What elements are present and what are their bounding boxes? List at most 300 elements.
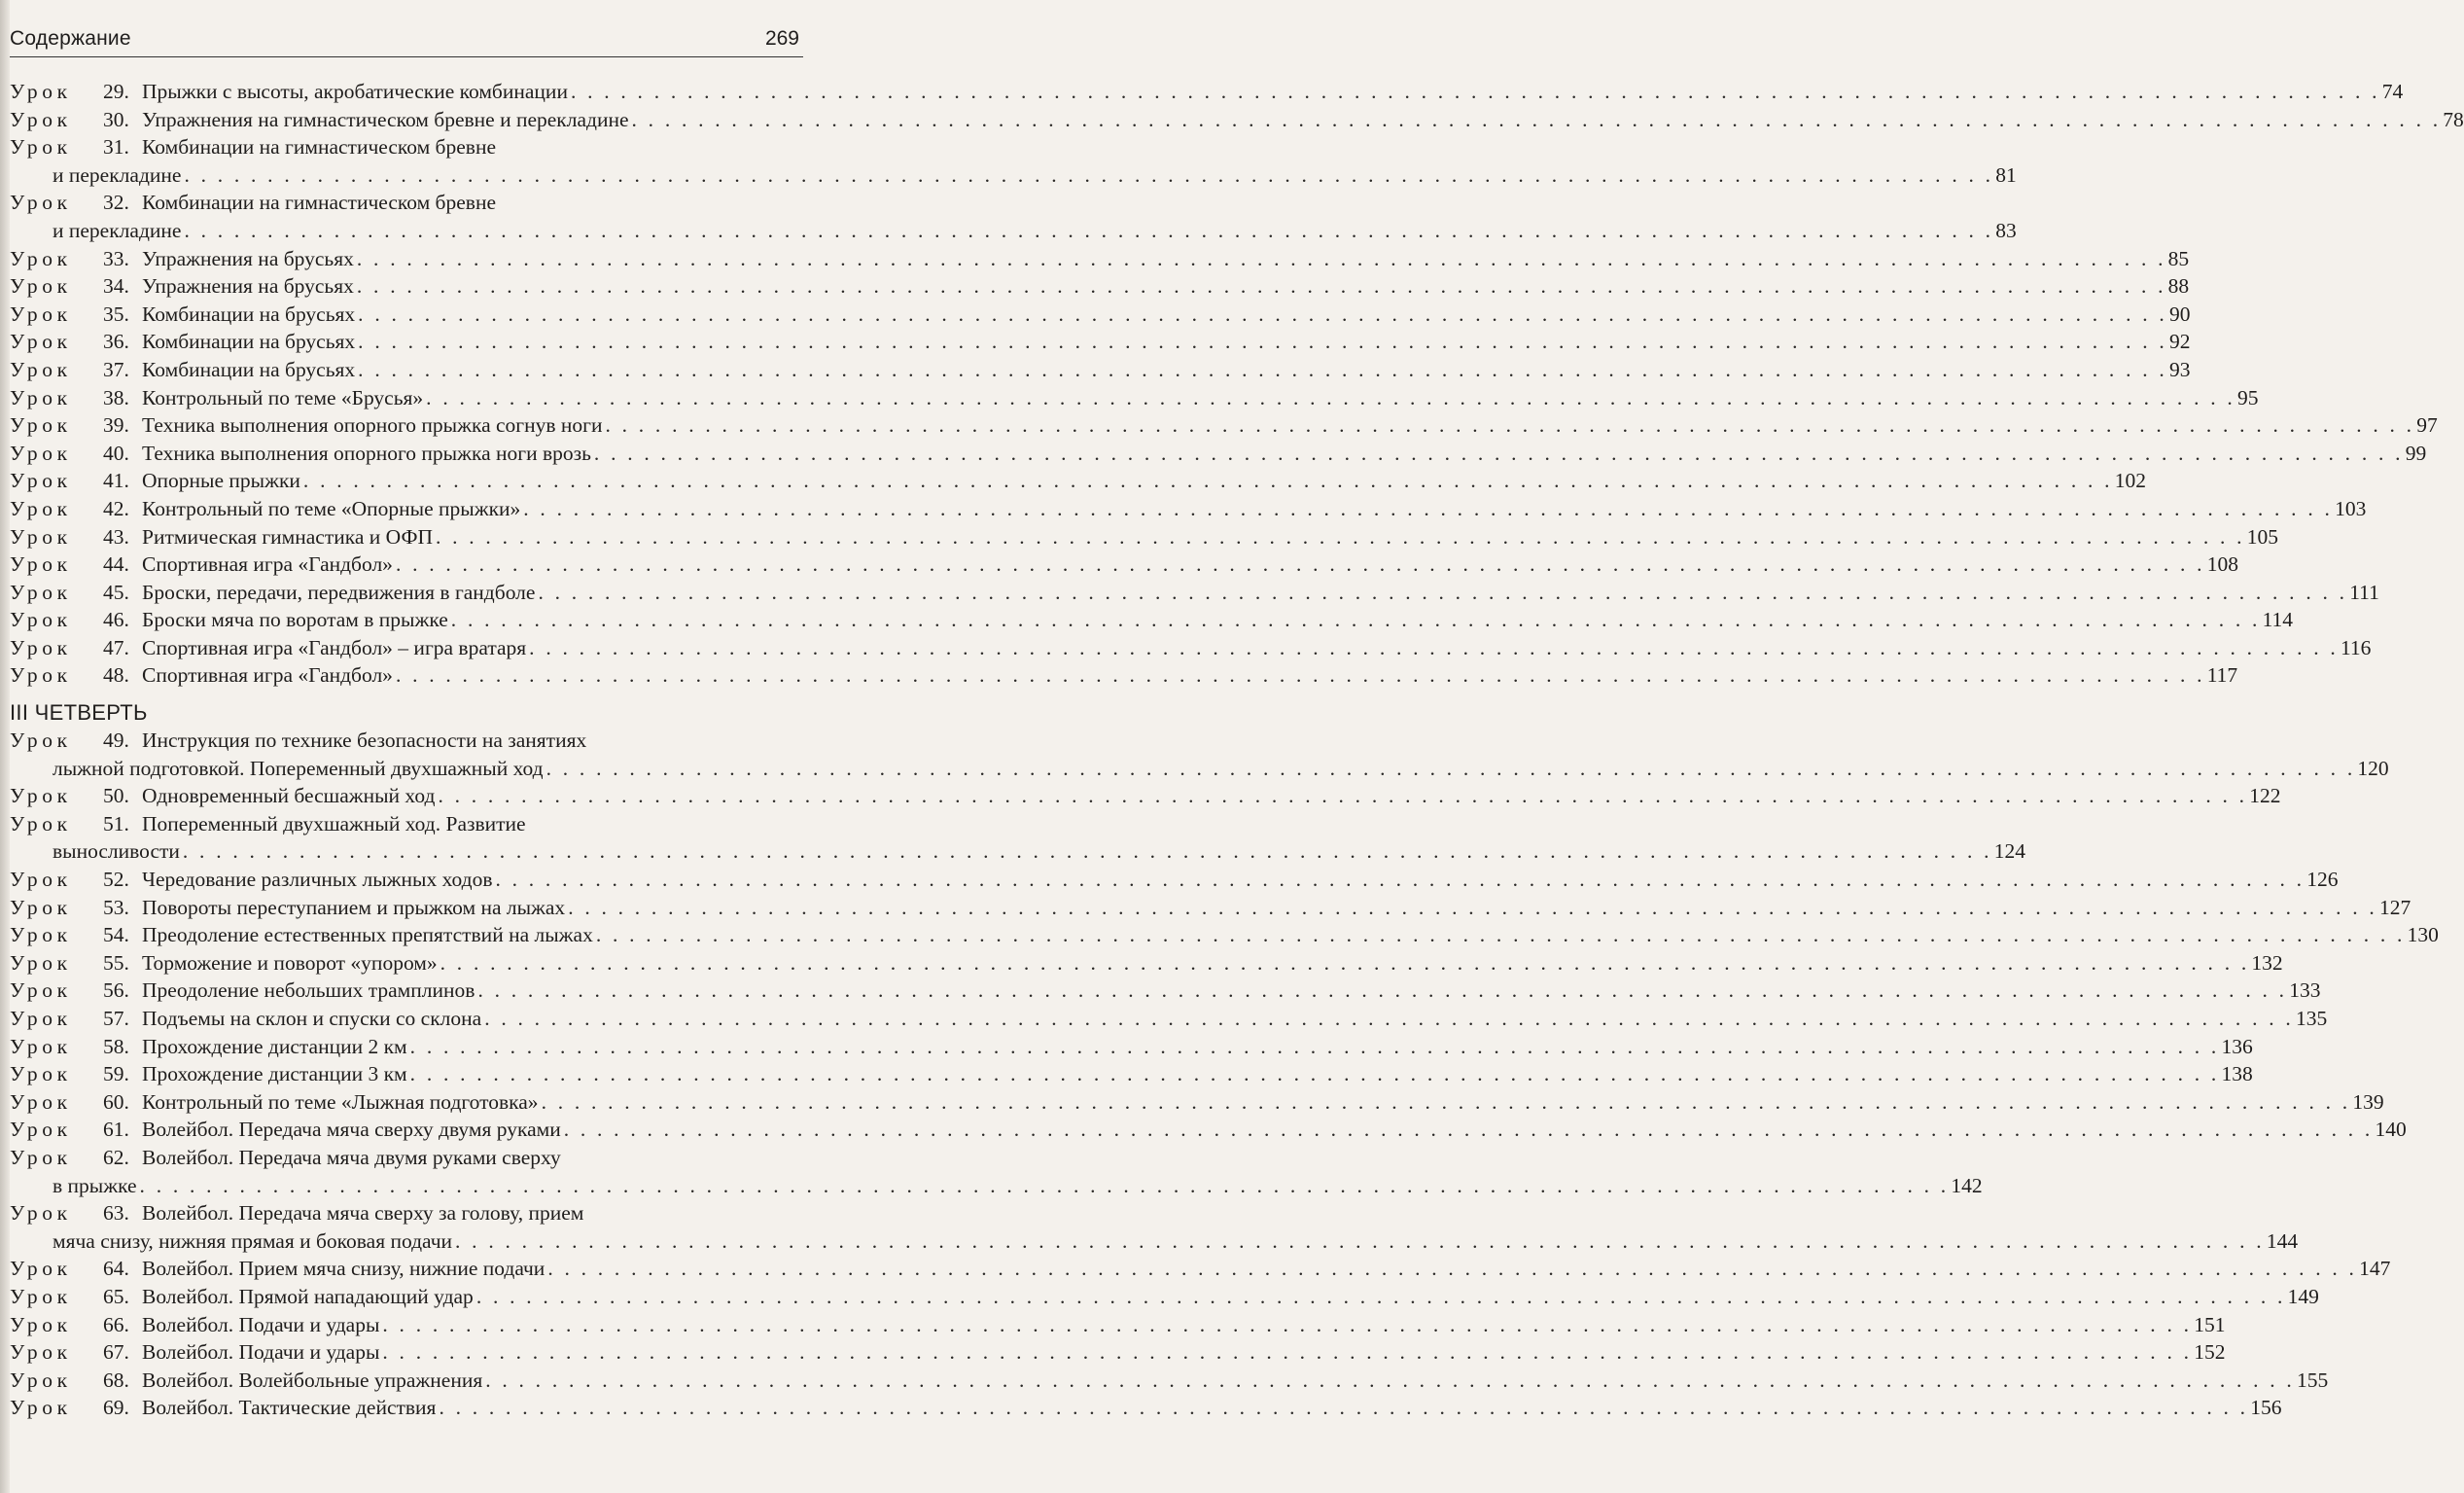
lesson-title: Комбинации на брусьях xyxy=(142,302,356,326)
dot-leader: . . . . . . . . . . . . . . . . . . . . . . . . . . . . . . . . . . . . . . . . . . . . . . . . . . . . . . . . . . . . . . . . . . . . . . . . . . . . . . . . . . . . . . . . . . . . . . . . . . . . . . . . . . . . . xyxy=(182,839,1992,864)
toc-entry-line xyxy=(53,837,2025,866)
toc-entry-line xyxy=(142,245,2190,273)
lesson-label: Урок xyxy=(10,1312,72,1336)
lesson-label: Урок xyxy=(10,580,72,604)
lesson-label: Урок xyxy=(10,729,72,753)
lesson-title: мяча снизу, нижняя прямая и боковая подачи xyxy=(53,1228,453,1253)
lesson-title: Ритмическая гимнастика и ОФП xyxy=(142,524,433,549)
lesson-number: 47. xyxy=(103,635,129,659)
toc-entry-line xyxy=(142,579,2379,607)
dot-leader: . . . . . . . . . . . . . . . . . . . . . . . . . . . . . . . . . . . . . . . . . . . . . . . . . . . . . . . . . . . . . . . . . . . . . . . . . . . . . . . . . . . . . . . . . . . . . . . . . . . . . . . . . . . . . xyxy=(593,441,2404,465)
lesson-title: Упражнения на гимнастическом бревне и перекладине xyxy=(142,107,629,131)
dot-leader: . . . . . . . . . . . . . . . . . . . . . . . . . . . . . . . . . . . . . . . . . . . . . . . . . . . . . . . . . . . . . . . . . . . . . . . . . . . . . . . . . . . . . . . . . . . . . . . . . . . . . . . . . . . . . xyxy=(395,552,2205,577)
dot-leader: . . . . . . . . . . . . . . . . . . . . . . . . . . . . . . . . . . . . . . . . . . . . . . . . . . . . . . . . . . . . . . . . . . . . . . . . . . . . . . . . . . . . . . . . . . . . . . . . . . . . . . . . . . . . . xyxy=(631,107,2442,131)
lesson-title: Одновременный бесшажный ход xyxy=(142,784,436,808)
lesson-title: Техника выполнения опорного прыжка согнув ноги xyxy=(142,413,603,438)
lesson-label: Урок xyxy=(10,1089,72,1114)
lesson-title: Попеременный двухшажный ход. Развитие xyxy=(142,811,526,835)
dot-leader: . . . . . . . . . . . . . . . . . . . . . . . . . . . . . . . . . . . . . . . . . . . . . . . . . . . . . . . . . . . . . . . . . . . . . . . . . . . . . . . . . . . . . . . . . . . . . . . . . . . . . . . . . . . . . xyxy=(395,663,2205,688)
toc-entry xyxy=(10,661,2238,690)
lesson-number: 41. xyxy=(103,469,129,493)
header-rule xyxy=(10,56,803,57)
page-ref: 149 xyxy=(2287,1284,2319,1308)
toc-entry xyxy=(10,921,2439,949)
page-ref: 117 xyxy=(2206,663,2238,688)
dot-leader: . . . . . . . . . . . . . . . . . . . . . . . . . . . . . . . . . . . . . . . . . . . . . . . . . . . . . . . . . . . . . . . . . . . . . . . . . . . . . . . . . . . . . . . . . . . . . . . . . . . . . . . . . . . . . xyxy=(139,1173,1950,1197)
toc-entry xyxy=(10,949,2283,978)
lesson-number: 64. xyxy=(103,1257,129,1281)
page-ref: 92 xyxy=(2168,330,2191,354)
toc-entry-line xyxy=(142,894,2411,922)
dot-leader: . . . . . . . . . . . . . . . . . . . . . . . . . . . . . . . . . . . . . . . . . . . . . . . . . . . . . . . . . . . . . . . . . . . . . . . . . . . . . . . . . . . . . . . . . . . . . . . . . . . . . . . . . . . . . xyxy=(485,1368,2295,1392)
lesson-label: Урок xyxy=(10,469,72,493)
page-ref: 139 xyxy=(2352,1089,2384,1114)
page-ref: 127 xyxy=(2378,895,2411,919)
lesson-number: 56. xyxy=(103,978,129,1003)
lesson-label: Урок xyxy=(10,1034,72,1058)
lesson-label: Урок xyxy=(10,441,72,465)
page-ref: 88 xyxy=(2167,274,2190,299)
dot-leader: . . . . . . . . . . . . . . . . . . . . . . . . . . . . . . . . . . . . . . . . . . . . . . . . . . . . . . . . . . . . . . . . . . . . . . . . . . . . . . . . . . . . . . . . . . . . . . . . . . . . . . . . . . . . . xyxy=(435,524,2245,549)
page-ref: 103 xyxy=(2335,496,2367,520)
page-ref: 85 xyxy=(2167,246,2190,270)
lesson-label: Урок xyxy=(10,413,72,438)
toc-entry-continuation xyxy=(10,755,2389,783)
toc-entry xyxy=(10,495,2367,523)
toc-entry-line xyxy=(53,755,2389,783)
page-ref: 156 xyxy=(2250,1396,2282,1420)
toc-entry xyxy=(10,106,2464,134)
page-ref: 116 xyxy=(2340,635,2372,659)
lesson-title: Спортивная игра «Гандбол» xyxy=(142,552,393,577)
toc-entry-line xyxy=(142,1116,2407,1144)
toc-entry-line xyxy=(142,1088,2384,1117)
page-ref: 81 xyxy=(1995,162,2017,187)
lesson-title: Комбинации на гимнастическом бревне xyxy=(142,191,496,215)
lesson-title: Преодоление естественных препятствий на лыжах xyxy=(142,923,593,947)
toc-entry-line xyxy=(142,272,2190,301)
lesson-label: Урок xyxy=(10,107,72,131)
lesson-number: 38. xyxy=(103,385,129,409)
toc-entry xyxy=(10,1033,2253,1061)
toc-entry-line xyxy=(142,921,2439,949)
lesson-title: Волейбол. Волейбольные упражнения xyxy=(142,1368,483,1392)
toc-entry xyxy=(10,727,878,755)
toc-entry xyxy=(10,384,2259,412)
lesson-title: выносливости xyxy=(53,839,180,864)
page-ref: 130 xyxy=(2407,923,2439,947)
dot-leader: . . . . . . . . . . . . . . . . . . . . . . . . . . . . . . . . . . . . . . . . . . . . . . . . . . . . . . . . . . . . . . . . . . . . . . . . . . . . . . . . . . . . . . . . . . . . . . . . . . . . . . . . . . . . . xyxy=(605,413,2415,438)
lesson-label: Урок xyxy=(10,1145,72,1169)
lesson-title: Волейбол. Подачи и удары xyxy=(142,1312,380,1336)
running-header xyxy=(10,27,799,56)
toc-entry-line xyxy=(142,606,2294,634)
toc-entry-continuation xyxy=(10,217,2017,245)
page-ref: 155 xyxy=(2297,1368,2329,1392)
toc-entry-line xyxy=(142,866,2339,894)
toc-entry-line xyxy=(53,1172,1983,1200)
lesson-number: 68. xyxy=(103,1368,129,1392)
lesson-number: 36. xyxy=(103,330,129,354)
lesson-label: Урок xyxy=(10,302,72,326)
lesson-title: Прыжки с высоты, акробатические комбинации xyxy=(142,80,568,103)
lesson-number: 59. xyxy=(103,1062,129,1086)
lesson-number: 65. xyxy=(103,1284,129,1308)
lesson-number: 60. xyxy=(103,1089,129,1114)
lesson-title: Техника выполнения опорного прыжка ноги врозь xyxy=(142,441,591,465)
toc-entry-line xyxy=(142,551,2238,579)
toc-entry-line xyxy=(142,189,801,217)
toc-entry xyxy=(10,1088,2384,1117)
page-ref: 151 xyxy=(2194,1312,2226,1336)
toc-entry xyxy=(10,356,2191,384)
page-ref: 108 xyxy=(2206,552,2238,577)
lesson-label: Урок xyxy=(10,950,72,975)
toc-entry xyxy=(10,272,2190,301)
dot-leader: . . . . . . . . . . . . . . . . . . . . . . . . . . . . . . . . . . . . . . . . . . . . . . . . . . . . . . . . . . . . . . . . . . . . . . . . . . . . . . . . . . . . . . . . . . . . . . . . . . . . . . . . . . . . . xyxy=(184,218,1994,242)
dot-leader: . . . . . . . . . . . . . . . . . . . . . . . . . . . . . . . . . . . . . . . . . . . . . . . . . . . . . . . . . . . . . . . . . . . . . . . . . . . . . . . . . . . . . . . . . . . . . . . . . . . . . . . . . . . . . xyxy=(356,274,2166,299)
toc-entry-line xyxy=(142,301,2191,329)
page-ref: 111 xyxy=(2349,580,2379,604)
lesson-label: Урок xyxy=(10,784,72,808)
toc-entry xyxy=(10,782,2281,810)
dot-leader: . . . . . . . . . . . . . . . . . . . . . . . . . . . . . . . . . . . . . . . . . . . . . . . . . . . . . . . . . . . . . . . . . . . . . . . . . . . . . . . . . . . . . . . . . . . . . . . . . . . . . . . . . . . . . xyxy=(382,1340,2193,1365)
lesson-number: 42. xyxy=(103,496,129,520)
lesson-number: 31. xyxy=(103,135,129,160)
lesson-number: 40. xyxy=(103,441,129,465)
lesson-title: Спортивная игра «Гандбол» xyxy=(142,663,393,688)
lesson-label: Урок xyxy=(10,811,72,835)
table-of-contents xyxy=(10,78,2464,1422)
toc-entry-line xyxy=(142,384,2259,412)
lesson-number: 29. xyxy=(103,80,129,103)
toc-entry-line xyxy=(142,782,2281,810)
page-ref: 124 xyxy=(1993,839,2025,864)
dot-leader: . . . . . . . . . . . . . . . . . . . . . . . . . . . . . . . . . . . . . . . . . . . . . . . . . . . . . . . . . . . . . . . . . . . . . . . . . . . . . . . . . . . . . . . . . . . . . . . . . . . . . . . . . . . . . xyxy=(541,1089,2351,1114)
lesson-label: Урок xyxy=(10,895,72,919)
lesson-label: Урок xyxy=(10,1201,72,1226)
toc-entry-line xyxy=(142,1144,801,1172)
page-ref: 90 xyxy=(2168,302,2191,326)
lesson-number: 45. xyxy=(103,580,129,604)
lesson-number: 39. xyxy=(103,413,129,438)
toc-entry-line xyxy=(142,106,2464,134)
dot-leader: . . . . . . . . . . . . . . . . . . . . . . . . . . . . . . . . . . . . . . . . . . . . . . . . . . . . . . . . . . . . . . . . . . . . . . . . . . . . . . . . . . . . . . . . . . . . . . . . . . . . . . . . . . . . . xyxy=(538,580,2348,604)
toc-entry-line xyxy=(142,810,801,838)
lesson-label: Урок xyxy=(10,1396,72,1420)
toc-entry-line xyxy=(142,1060,2253,1088)
lesson-number: 35. xyxy=(103,302,129,326)
page-ref: 95 xyxy=(2236,385,2259,409)
lesson-number: 43. xyxy=(103,524,129,549)
toc-entry-line xyxy=(142,949,2283,978)
lesson-number: 50. xyxy=(103,784,129,808)
lesson-title: и перекладине xyxy=(53,218,182,242)
toc-entry xyxy=(10,133,878,161)
lesson-number: 44. xyxy=(103,552,129,577)
lesson-title: Контрольный по теме «Лыжная подготовка» xyxy=(142,1089,539,1114)
lesson-label: Урок xyxy=(10,357,72,381)
page-ref: 97 xyxy=(2416,413,2438,438)
page-ref: 99 xyxy=(2405,441,2427,465)
toc-entry-line xyxy=(53,161,2017,190)
lesson-title: Броски мяча по воротам в прыжке xyxy=(142,608,448,632)
lesson-title: Упражнения на брусьях xyxy=(142,274,354,299)
toc-entry-continuation xyxy=(10,161,2017,190)
lesson-title: Упражнения на брусьях xyxy=(142,246,354,270)
toc-entry xyxy=(10,1005,2328,1033)
lesson-title: Волейбол. Передача мяча двумя руками сверху xyxy=(142,1145,561,1169)
lesson-label: Урок xyxy=(10,1118,72,1142)
lesson-title: Контрольный по теме «Опорные прыжки» xyxy=(142,496,521,520)
dot-leader: . . . . . . . . . . . . . . . . . . . . . . . . . . . . . . . . . . . . . . . . . . . . . . . . . . . . . . . . . . . . . . . . . . . . . . . . . . . . . . . . . . . . . . . . . . . . . . . . . . . . . . . . . . . . . xyxy=(302,469,2113,493)
toc-entry-line xyxy=(142,634,2372,662)
toc-entry xyxy=(10,1060,2253,1088)
toc-entry xyxy=(10,810,878,838)
lesson-title: Преодоление небольших трамплинов xyxy=(142,978,475,1003)
toc-entry-line xyxy=(142,1283,2319,1311)
toc-entry-continuation xyxy=(10,837,2025,866)
dot-leader: . . . . . . . . . . . . . . . . . . . . . . . . . . . . . . . . . . . . . . . . . . . . . . . . . . . . . . . . . . . . . . . . . . . . . . . . . . . . . . . . . . . . . . . . . . . . . . . . . . . . . . . . . . . . . xyxy=(450,608,2261,632)
toc-entry xyxy=(10,245,2190,273)
lesson-label: Урок xyxy=(10,496,72,520)
toc-entry xyxy=(10,467,2146,495)
dot-leader: . . . . . . . . . . . . . . . . . . . . . . . . . . . . . . . . . . . . . . . . . . . . . . . . . . . . . . . . . . . . . . . . . . . . . . . . . . . . . . . . . . . . . . . . . . . . . . . . . . . . . . . . . . . . . xyxy=(595,923,2406,947)
lesson-title: и перекладине xyxy=(53,162,182,187)
toc-entry xyxy=(10,634,2372,662)
page-ref: 83 xyxy=(1995,218,2017,242)
dot-leader: . . . . . . . . . . . . . . . . . . . . . . . . . . . . . . . . . . . . . . . . . . . . . . . . . . . . . . . . . . . . . . . . . . . . . . . . . . . . . . . . . . . . . . . . . . . . . . . . . . . . . . . . . . . . . xyxy=(358,330,2167,354)
page-binding-edge xyxy=(0,0,10,1493)
lesson-label: Урок xyxy=(10,552,72,577)
lesson-number: 69. xyxy=(103,1396,129,1420)
lesson-number: 67. xyxy=(103,1340,129,1365)
toc-entry-line xyxy=(142,440,2427,468)
lesson-title: Волейбол. Подачи и удары xyxy=(142,1340,380,1365)
lesson-label: Урок xyxy=(10,868,72,892)
lesson-title: Инструкция по технике безопасности на занятиях xyxy=(142,729,587,753)
lesson-label: Урок xyxy=(10,1368,72,1392)
page-ref: 122 xyxy=(2249,784,2281,808)
toc-entry xyxy=(10,1144,878,1172)
lesson-number: 32. xyxy=(103,191,129,215)
page-ref: 114 xyxy=(2262,608,2294,632)
toc-entry xyxy=(10,606,2294,634)
page-ref: 105 xyxy=(2246,524,2279,549)
toc-entry-line xyxy=(142,133,801,161)
section-heading: III ЧЕТВЕРТЬ xyxy=(10,700,148,726)
lesson-title: Волейбол. Прямой нападающий удар xyxy=(142,1284,474,1308)
toc-entry-line xyxy=(142,1255,2391,1283)
dot-leader: . . . . . . . . . . . . . . . . . . . . . . . . . . . . . . . . . . . . . . . . . . . . . . . . . . . . . . . . . . . . . . . . . . . . . . . . . . . . . . . . . . . . . . . . . . . . . . . . . . . . . . . . . . . . . xyxy=(523,496,2334,520)
page-ref: 126 xyxy=(2306,868,2339,892)
page-number: 269 xyxy=(764,27,799,50)
lesson-title: Торможение и поворот «упором» xyxy=(142,950,438,975)
toc-entry-line xyxy=(142,1005,2328,1033)
toc-entry-line xyxy=(142,1338,2226,1367)
lesson-title: Контрольный по теме «Брусья» xyxy=(142,385,424,409)
lesson-label: Урок xyxy=(10,385,72,409)
lesson-label: Урок xyxy=(10,608,72,632)
toc-entry xyxy=(10,579,2379,607)
toc-entry xyxy=(10,1199,878,1227)
dot-leader: . . . . . . . . . . . . . . . . . . . . . . . . . . . . . . . . . . . . . . . . . . . . . . . . . . . . . . . . . . . . . . . . . . . . . . . . . . . . . . . . . . . . . . . . . . . . . . . . . . . . . . . . . . . . . xyxy=(426,385,2235,409)
lesson-label: Урок xyxy=(10,1062,72,1086)
lesson-number: 48. xyxy=(103,663,129,688)
page-ref: 142 xyxy=(1951,1173,1983,1197)
page-ref: 140 xyxy=(2375,1118,2407,1142)
page-ref: 132 xyxy=(2251,950,2283,975)
lesson-number: 49. xyxy=(103,729,129,753)
toc-entry-line xyxy=(53,1227,2299,1256)
toc-entry xyxy=(10,894,2411,922)
lesson-title: лыжной подготовкой. Попеременный двухшажный ход xyxy=(53,756,544,780)
lesson-label: Урок xyxy=(10,923,72,947)
page-ref: 133 xyxy=(2289,978,2321,1003)
dot-leader: . . . . . . . . . . . . . . . . . . . . . . . . . . . . . . . . . . . . . . . . . . . . . . . . . . . . . . . . . . . . . . . . . . . . . . . . . . . . . . . . . . . . . . . . . . . . . . . . . . . . . . . . . . . . . xyxy=(475,1284,2286,1308)
toc-entry xyxy=(10,78,2404,106)
lesson-title: Волейбол. Прием мяча снизу, нижние подачи xyxy=(142,1257,546,1281)
toc-entry-line xyxy=(142,1199,801,1227)
toc-entry xyxy=(10,866,2339,894)
lesson-number: 53. xyxy=(103,895,129,919)
lesson-title: Прохождение дистанции 2 км xyxy=(142,1034,407,1058)
page-ref: 120 xyxy=(2357,756,2389,780)
lesson-title: Волейбол. Передача мяча сверху за голову, прием xyxy=(142,1201,584,1226)
lesson-number: 30. xyxy=(103,107,129,131)
lesson-number: 63. xyxy=(103,1201,129,1226)
toc-entry xyxy=(10,1255,2391,1283)
lesson-title: Волейбол. Передача мяча сверху двумя руками xyxy=(142,1118,561,1142)
lesson-title: Комбинации на брусьях xyxy=(142,330,356,354)
toc-entry-line xyxy=(142,977,2321,1005)
dot-leader: . . . . . . . . . . . . . . . . . . . . . . . . . . . . . . . . . . . . . . . . . . . . . . . . . . . . . . . . . . . . . . . . . . . . . . . . . . . . . . . . . . . . . . . . . . . . . . . . . . . . . . . . . . . . . xyxy=(563,1118,2374,1142)
book-page xyxy=(10,0,2464,1493)
toc-entry xyxy=(10,1367,2329,1395)
toc-entry-continuation xyxy=(10,1227,2299,1256)
toc-entry-continuation xyxy=(10,1172,1983,1200)
toc-entry xyxy=(10,411,2438,440)
page-ref: 135 xyxy=(2295,1007,2328,1030)
lesson-title: Волейбол. Тактические действия xyxy=(142,1396,437,1420)
toc-entry xyxy=(10,301,2191,329)
lesson-number: 34. xyxy=(103,274,129,299)
page-ref: 78 xyxy=(2443,107,2464,131)
lesson-number: 57. xyxy=(103,1007,129,1030)
dot-leader: . . . . . . . . . . . . . . . . . . . . . . . . . . . . . . . . . . . . . . . . . . . . . . . . . . . . . . . . . . . . . . . . . . . . . . . . . . . . . . . . . . . . . . . . . . . . . . . . . . . . . . . . . . . . . xyxy=(547,1257,2358,1281)
toc-entry xyxy=(10,440,2427,468)
toc-entry xyxy=(10,1311,2226,1339)
dot-leader: . . . . . . . . . . . . . . . . . . . . . . . . . . . . . . . . . . . . . . . . . . . . . . . . . . . . . . . . . . . . . . . . . . . . . . . . . . . . . . . . . . . . . . . . . . . . . . . . . . . . . . . . . . . . . xyxy=(546,756,2356,780)
lesson-title: Спортивная игра «Гандбол» – игра вратаря xyxy=(142,635,527,659)
toc-entry xyxy=(10,523,2279,551)
page-ref: 147 xyxy=(2359,1257,2391,1281)
toc-entry xyxy=(10,1394,2282,1422)
running-header-title: Содержание xyxy=(10,27,131,50)
lesson-title: Прохождение дистанции 3 км xyxy=(142,1062,407,1086)
lesson-label: Урок xyxy=(10,246,72,270)
page-ref: 138 xyxy=(2221,1062,2253,1086)
toc-entry-line xyxy=(142,1367,2329,1395)
toc-entry-line xyxy=(142,1311,2226,1339)
dot-leader: . . . . . . . . . . . . . . . . . . . . . . . . . . . . . . . . . . . . . . . . . . . . . . . . . . . . . . . . . . . . . . . . . . . . . . . . . . . . . . . . . . . . . . . . . . . . . . . . . . . . . . . . . . . . . xyxy=(184,162,1994,187)
lesson-label: Урок xyxy=(10,1284,72,1308)
lesson-label: Урок xyxy=(10,1007,72,1030)
toc-entry xyxy=(10,977,2321,1005)
dot-leader: . . . . . . . . . . . . . . . . . . . . . . . . . . . . . . . . . . . . . . . . . . . . . . . . . . . . . . . . . . . . . . . . . . . . . . . . . . . . . . . . . . . . . . . . . . . . . . . . . . . . . . . . . . . . . xyxy=(409,1034,2220,1058)
lesson-title: в прыжке xyxy=(53,1173,137,1197)
lesson-label: Урок xyxy=(10,80,72,103)
lesson-title: Повороты переступанием и прыжком на лыжах xyxy=(142,895,566,919)
page-ref: 136 xyxy=(2221,1034,2253,1058)
dot-leader: . . . . . . . . . . . . . . . . . . . . . . . . . . . . . . . . . . . . . . . . . . . . . . . . . . . . . . . . . . . . . . . . . . . . . . . . . . . . . . . . . . . . . . . . . . . . . . . . . . . . . . . . . . . . . xyxy=(382,1312,2193,1336)
toc-entry-line xyxy=(142,495,2367,523)
page-ref: 102 xyxy=(2114,469,2146,493)
page-ref: 93 xyxy=(2168,357,2191,381)
lesson-title: Опорные прыжки xyxy=(142,469,300,493)
lesson-title: Комбинации на гимнастическом бревне xyxy=(142,135,496,160)
toc-entry-line xyxy=(142,523,2279,551)
dot-leader: . . . . . . . . . . . . . . . . . . . . . . . . . . . . . . . . . . . . . . . . . . . . . . . . . . . . . . . . . . . . . . . . . . . . . . . . . . . . . . . . . . . . . . . . . . . . . . . . . . . . . . . . . . . . . xyxy=(484,1007,2294,1030)
dot-leader: . . . . . . . . . . . . . . . . . . . . . . . . . . . . . . . . . . . . . . . . . . . . . . . . . . . . . . . . . . . . . . . . . . . . . . . . . . . . . . . . . . . . . . . . . . . . . . . . . . . . . . . . . . . . . xyxy=(409,1062,2220,1086)
lesson-label: Урок xyxy=(10,663,72,688)
dot-leader: . . . . . . . . . . . . . . . . . . . . . . . . . . . . . . . . . . . . . . . . . . . . . . . . . . . . . . . . . . . . . . . . . . . . . . . . . . . . . . . . . . . . . . . . . . . . . . . . . . . . . . . . . . . . . xyxy=(455,1228,2265,1253)
page-ref: 152 xyxy=(2194,1340,2226,1365)
dot-leader: . . . . . . . . . . . . . . . . . . . . . . . . . . . . . . . . . . . . . . . . . . . . . . . . . . . . . . . . . . . . . . . . . . . . . . . . . . . . . . . . . . . . . . . . . . . . . . . . . . . . . . . . . . . . . xyxy=(495,868,2306,892)
toc-entry xyxy=(10,1338,2226,1367)
lesson-title: Броски, передачи, передвижения в гандболе xyxy=(142,580,536,604)
dot-leader: . . . . . . . . . . . . . . . . . . . . . . . . . . . . . . . . . . . . . . . . . . . . . . . . . . . . . . . . . . . . . . . . . . . . . . . . . . . . . . . . . . . . . . . . . . . . . . . . . . . . . . . . . . . . . xyxy=(356,246,2166,270)
dot-leader: . . . . . . . . . . . . . . . . . . . . . . . . . . . . . . . . . . . . . . . . . . . . . . . . . . . . . . . . . . . . . . . . . . . . . . . . . . . . . . . . . . . . . . . . . . . . . . . . . . . . . . . . . . . . . xyxy=(568,895,2377,919)
dot-leader: . . . . . . . . . . . . . . . . . . . . . . . . . . . . . . . . . . . . . . . . . . . . . . . . . . . . . . . . . . . . . . . . . . . . . . . . . . . . . . . . . . . . . . . . . . . . . . . . . . . . . . . . . . . . . xyxy=(440,950,2250,975)
toc-entry-line xyxy=(142,78,2404,106)
dot-leader: . . . . . . . . . . . . . . . . . . . . . . . . . . . . . . . . . . . . . . . . . . . . . . . . . . . . . . . . . . . . . . . . . . . . . . . . . . . . . . . . . . . . . . . . . . . . . . . . . . . . . . . . . . . . . xyxy=(439,1396,2249,1420)
toc-entry-line xyxy=(142,328,2191,356)
toc-entry-line xyxy=(142,356,2191,384)
lesson-label: Урок xyxy=(10,135,72,160)
lesson-label: Урок xyxy=(10,274,72,299)
page-ref: 74 xyxy=(2381,80,2404,103)
lesson-label: Урок xyxy=(10,1340,72,1365)
lesson-number: 33. xyxy=(103,246,129,270)
lesson-number: 66. xyxy=(103,1312,129,1336)
dot-leader: . . . . . . . . . . . . . . . . . . . . . . . . . . . . . . . . . . . . . . . . . . . . . . . . . . . . . . . . . . . . . . . . . . . . . . . . . . . . . . . . . . . . . . . . . . . . . . . . . . . . . . . . . . . . . xyxy=(438,784,2248,808)
toc-entry xyxy=(10,1283,2319,1311)
dot-leader: . . . . . . . . . . . . . . . . . . . . . . . . . . . . . . . . . . . . . . . . . . . . . . . . . . . . . . . . . . . . . . . . . . . . . . . . . . . . . . . . . . . . . . . . . . . . . . . . . . . . . . . . . . . . . xyxy=(477,978,2288,1003)
lesson-number: 55. xyxy=(103,950,129,975)
dot-leader: . . . . . . . . . . . . . . . . . . . . . . . . . . . . . . . . . . . . . . . . . . . . . . . . . . . . . . . . . . . . . . . . . . . . . . . . . . . . . . . . . . . . . . . . . . . . . . . . . . . . . . . . . . . . . xyxy=(358,302,2167,326)
dot-leader: . . . . . . . . . . . . . . . . . . . . . . . . . . . . . . . . . . . . . . . . . . . . . . . . . . . . . . . . . . . . . . . . . . . . . . . . . . . . . . . . . . . . . . . . . . . . . . . . . . . . . . . . . . . . . xyxy=(358,357,2167,381)
lesson-number: 54. xyxy=(103,923,129,947)
toc-entry-line xyxy=(142,1033,2253,1061)
toc-entry xyxy=(10,189,878,217)
toc-entry-line xyxy=(142,467,2146,495)
lesson-label: Урок xyxy=(10,191,72,215)
lesson-label: Урок xyxy=(10,524,72,549)
lesson-label: Урок xyxy=(10,635,72,659)
lesson-title: Подъемы на склон и спуски со склона xyxy=(142,1007,482,1030)
dot-leader: . . . . . . . . . . . . . . . . . . . . . . . . . . . . . . . . . . . . . . . . . . . . . . . . . . . . . . . . . . . . . . . . . . . . . . . . . . . . . . . . . . . . . . . . . . . . . . . . . . . . . . . . . . . . . xyxy=(529,635,2339,659)
lesson-label: Урок xyxy=(10,330,72,354)
lesson-label: Урок xyxy=(10,978,72,1003)
toc-entry-line xyxy=(142,661,2238,690)
toc-entry-line xyxy=(53,217,2017,245)
lesson-title: Чередование различных лыжных ходов xyxy=(142,868,493,892)
toc-entry-line xyxy=(142,727,801,755)
page-ref: 144 xyxy=(2266,1228,2299,1253)
toc-entry-line xyxy=(142,411,2438,440)
dot-leader: . . . . . . . . . . . . . . . . . . . . . . . . . . . . . . . . . . . . . . . . . . . . . . . . . . . . . . . . . . . . . . . . . . . . . . . . . . . . . . . . . . . . . . . . . . . . . . . . . . . . . . . . . . . . . xyxy=(570,80,2380,103)
